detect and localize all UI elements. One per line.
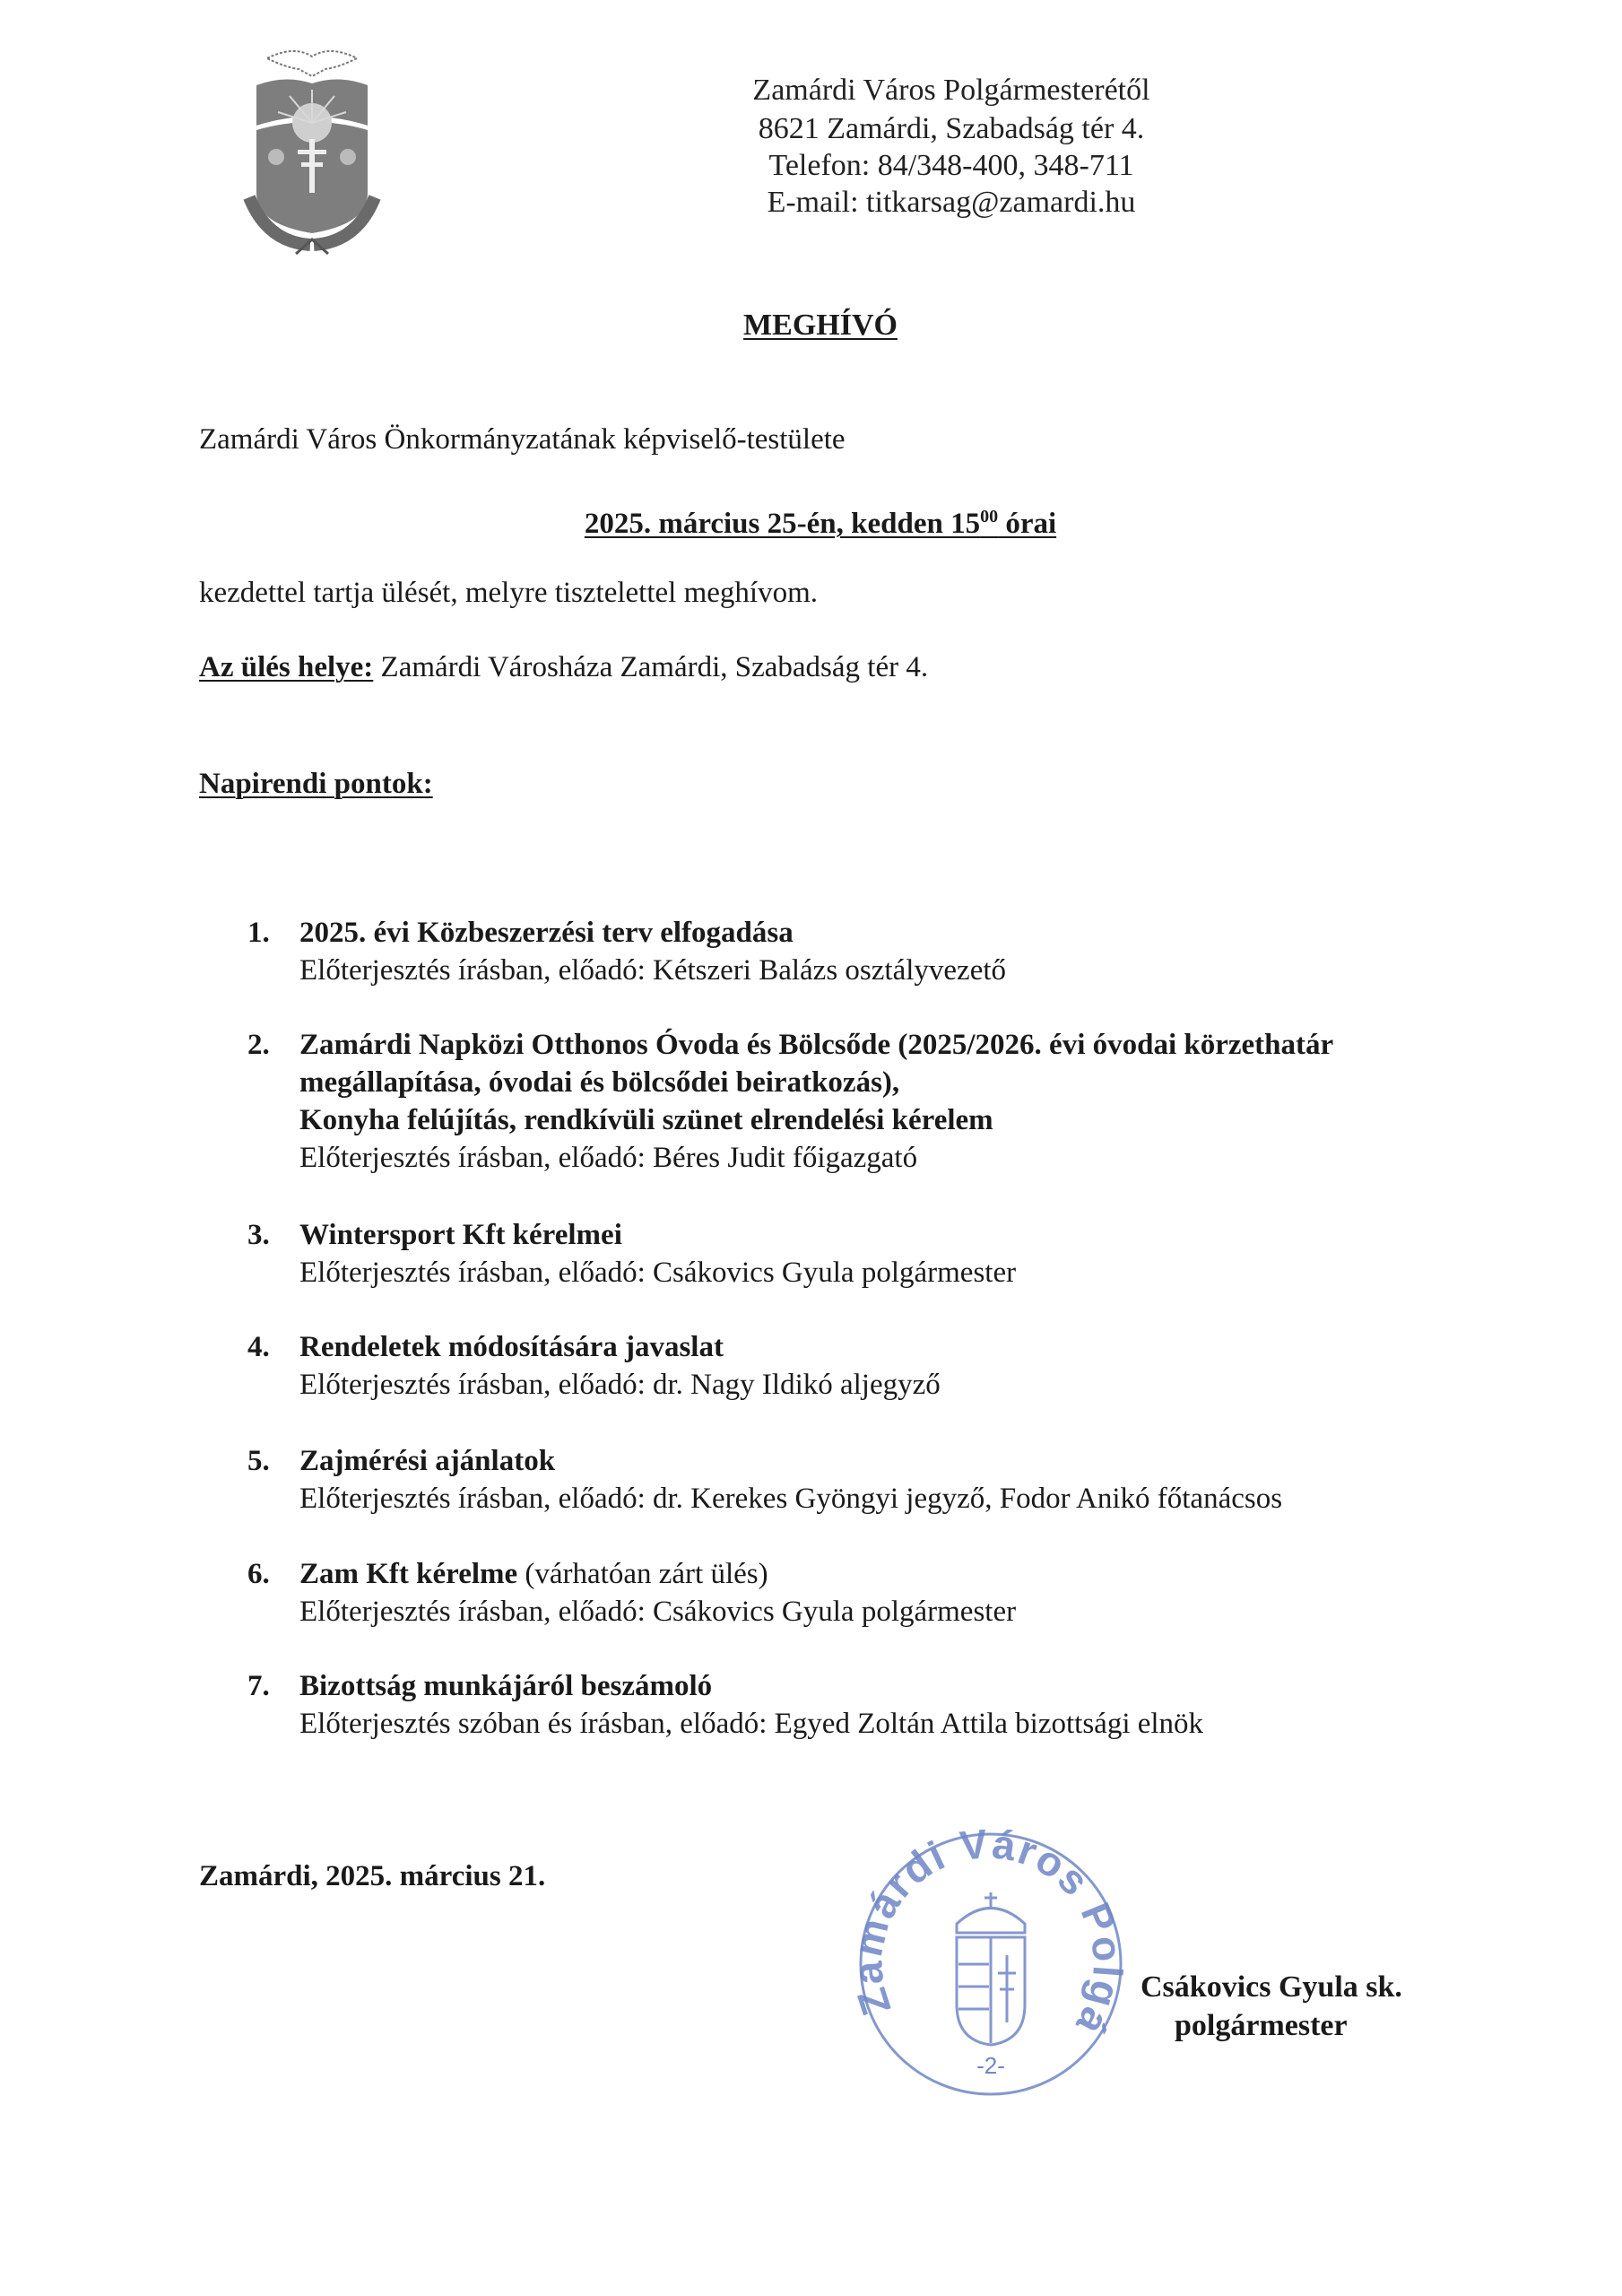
agenda-heading (199, 765, 433, 803)
agenda-item-title-text: Zam Kft kérelme (299, 1558, 518, 1590)
agenda-item-title (299, 1101, 993, 1139)
agenda-item-title-text: Bizottság munkájáról beszámoló (299, 1670, 713, 1702)
svg-text:Zamárdi Város Polgármestere: árdi Város P gá (857, 1830, 1125, 2045)
signatory-role: polgármester (1175, 2009, 1348, 2042)
agenda-item-title-text: Zamárdi Napközi Otthonos Óvoda és Bölcsőde (2025/2026. évi óvodai körzethatár (299, 1029, 1334, 1061)
coat-of-arms-icon (240, 40, 384, 256)
document-title-text: MEGHÍVÓ (743, 309, 898, 342)
agenda-item-title (299, 1667, 712, 1705)
agenda-item-detail: Előterjesztés írásban, előadó: dr. Nagy Ildikó aljegyző (299, 1369, 941, 1401)
meeting-date-main: 2025. március 25-én, kedden 15 (584, 508, 981, 540)
agenda-item-detail: Előterjesztés írásban, előadó: Kétszeri Balázs osztályvezető (299, 954, 1007, 987)
venue-value: Zamárdi Városháza Zamárdi, Szabadság tér 4. (373, 651, 929, 683)
document-title (507, 307, 1134, 344)
intro-text: Zamárdi Város Önkormányzatának képviselő-testülete (199, 423, 846, 456)
agenda-item-title (299, 1555, 768, 1593)
agenda-item-detail: Előterjesztés írásban, előadó: Csákovics Gyula polgármester (299, 1596, 1017, 1628)
agenda-item-title-text: megállapítása, óvodai és bölcsődei beiratkozás), (299, 1066, 900, 1099)
agenda-item-title (299, 1328, 724, 1366)
signatory-name: Csákovics Gyula sk. (1141, 1970, 1402, 2004)
agenda-item-title (299, 914, 794, 952)
venue-label: Az ülés helye: (199, 651, 374, 683)
agenda-item-title-text: Rendeletek módosítására javaslat (299, 1331, 724, 1363)
agenda-item-title (299, 1026, 1333, 1064)
coat-of-arms-logo (240, 40, 384, 256)
agenda-item-title (299, 1442, 555, 1480)
sender-phone: Telefon: 84/348-400, 348-711 (768, 149, 1134, 182)
agenda-item-detail: Előterjesztés írásban, előadó: dr. Kerekes Gyöngyi jegyző, Fodor Anikó főtanácsos (299, 1483, 1283, 1515)
place-date: Zamárdi, 2025. március 21. (199, 1860, 546, 1892)
agenda-item-title (299, 1216, 622, 1254)
agenda-item-number: 7. (247, 1670, 270, 1702)
agenda-item-number: 6. (247, 1558, 270, 1590)
agenda-item-number: 2. (247, 1029, 270, 1061)
after-date-text: kezdettel tartja ülését, melyre tisztelettel meghívom. (199, 577, 818, 609)
agenda-item-title-text: Wintersport Kft kérelmei (299, 1219, 622, 1251)
sender-email: E-mail: titkarsag@zamardi.hu (767, 186, 1136, 219)
agenda-item-detail: Előterjesztés írásban, előadó: Béres Judit főigazgató (299, 1142, 918, 1174)
agenda-item-number: 1. (247, 917, 270, 949)
agenda-item-note: (várhatóan zárt ülés) (517, 1558, 768, 1590)
meeting-date (507, 498, 1134, 543)
agenda-item-number: 5. (247, 1445, 270, 1477)
agenda-item-title (299, 1064, 899, 1101)
official-stamp (856, 1830, 1125, 2099)
meeting-date-tail: órai (998, 508, 1057, 540)
svg-text:-2-: -2- (976, 2052, 1005, 2079)
agenda-item-title-text: 2025. évi Közbeszerzési terv elfogadása (299, 917, 794, 949)
agenda-heading-text: Napirendi pontok: (199, 768, 433, 800)
stamp-seal-icon (856, 1830, 1125, 2099)
venue (199, 648, 928, 686)
agenda-item-detail: Előterjesztés írásban, előadó: Csákovics Gyula polgármester (299, 1257, 1017, 1289)
agenda-item-title-text: Zajmérési ajánlatok (299, 1445, 556, 1477)
agenda-item-number: 3. (247, 1219, 270, 1251)
sender-name: Zamárdi Város Polgármesterétől (752, 74, 1150, 107)
agenda-item-detail: Előterjesztés szóban és írásban, előadó: Egyed Zoltán Attila bizottsági elnök (299, 1708, 1204, 1740)
sender-address: 8621 Zamárdi, Szabadság tér 4. (758, 112, 1145, 145)
agenda-item-title-text: Konyha felújítás, rendkívüli szünet elrendelési kérelem (299, 1104, 993, 1136)
meeting-time-minutes: 00 (980, 507, 999, 526)
agenda-item-number: 4. (247, 1331, 270, 1363)
